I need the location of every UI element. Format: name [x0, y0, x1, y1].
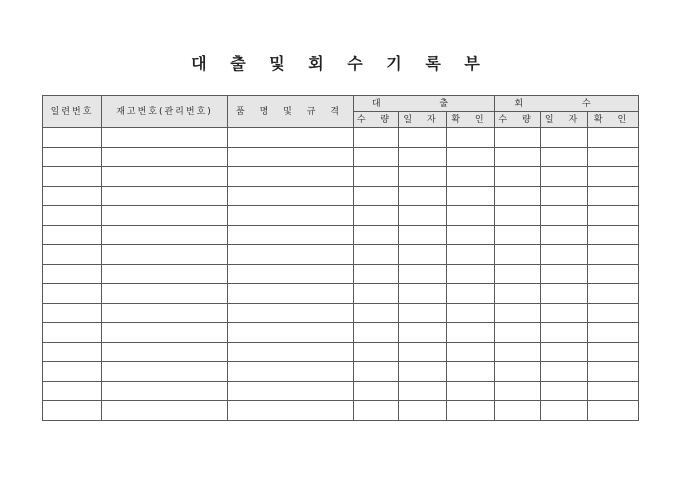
serial-cell[interactable] [43, 245, 102, 265]
item-cell[interactable] [228, 401, 354, 421]
recovery-confirm-cell[interactable] [588, 128, 639, 148]
recovery-quantity-cell[interactable] [495, 167, 541, 187]
serial-cell[interactable] [43, 362, 102, 382]
item-cell[interactable] [228, 147, 354, 167]
header-loan-quantity: 수 량 [354, 112, 399, 128]
loan-date-cell[interactable] [399, 264, 447, 284]
loan-quantity-cell[interactable] [354, 206, 399, 226]
loan-quantity-cell[interactable] [354, 264, 399, 284]
loan-quantity-cell[interactable] [354, 147, 399, 167]
loan-quantity-cell[interactable] [354, 401, 399, 421]
recovery-date-cell[interactable] [541, 264, 588, 284]
loan-confirm-cell[interactable] [447, 342, 495, 362]
loan-quantity-cell[interactable] [354, 323, 399, 343]
inventory-cell[interactable] [102, 206, 228, 226]
loan-confirm-cell[interactable] [447, 225, 495, 245]
header-inventory-number: 재고번호(관리번호) [102, 96, 228, 128]
loan-date-cell[interactable] [399, 167, 447, 187]
recovery-date-cell[interactable] [541, 147, 588, 167]
item-cell[interactable] [228, 245, 354, 265]
header-loan: 대 출 [354, 96, 495, 112]
serial-cell[interactable] [43, 225, 102, 245]
loan-quantity-cell[interactable] [354, 225, 399, 245]
loan-confirm-cell[interactable] [447, 264, 495, 284]
loan-date-cell[interactable] [399, 284, 447, 304]
ledger-table [42, 95, 639, 421]
table-row [43, 284, 639, 304]
loan-quantity-cell[interactable] [354, 381, 399, 401]
recovery-date-cell[interactable] [541, 245, 588, 265]
item-cell[interactable] [228, 186, 354, 206]
item-cell[interactable] [228, 362, 354, 382]
inventory-cell[interactable] [102, 167, 228, 187]
loan-date-cell[interactable] [399, 362, 447, 382]
recovery-date-cell[interactable] [541, 284, 588, 304]
recovery-confirm-cell[interactable] [588, 225, 639, 245]
table-row [43, 401, 639, 421]
item-cell[interactable] [228, 128, 354, 148]
recovery-quantity-cell[interactable] [495, 401, 541, 421]
loan-confirm-cell[interactable] [447, 186, 495, 206]
recovery-date-cell[interactable] [541, 381, 588, 401]
recovery-quantity-cell[interactable] [495, 245, 541, 265]
recovery-confirm-cell[interactable] [588, 206, 639, 226]
recovery-confirm-cell[interactable] [588, 381, 639, 401]
recovery-date-cell[interactable] [541, 323, 588, 343]
item-cell[interactable] [228, 264, 354, 284]
loan-confirm-cell[interactable] [447, 303, 495, 323]
table-body [43, 128, 639, 421]
recovery-quantity-cell[interactable] [495, 186, 541, 206]
recovery-date-cell[interactable] [541, 167, 588, 187]
inventory-cell[interactable] [102, 128, 228, 148]
item-cell[interactable] [228, 323, 354, 343]
loan-confirm-cell[interactable] [447, 245, 495, 265]
recovery-quantity-cell[interactable] [495, 206, 541, 226]
loan-date-cell[interactable] [399, 342, 447, 362]
item-cell[interactable] [228, 284, 354, 304]
loan-date-cell[interactable] [399, 186, 447, 206]
recovery-quantity-cell[interactable] [495, 147, 541, 167]
table-row [43, 225, 639, 245]
recovery-quantity-cell[interactable] [495, 303, 541, 323]
loan-quantity-cell[interactable] [354, 128, 399, 148]
header-loan-confirm: 확 인 [447, 112, 495, 128]
recovery-quantity-cell[interactable] [495, 342, 541, 362]
recovery-quantity-cell[interactable] [495, 381, 541, 401]
recovery-quantity-cell[interactable] [495, 264, 541, 284]
recovery-date-cell[interactable] [541, 225, 588, 245]
loan-date-cell[interactable] [399, 401, 447, 421]
recovery-confirm-cell[interactable] [588, 186, 639, 206]
recovery-date-cell[interactable] [541, 303, 588, 323]
header-recovery: 회 수 [495, 96, 639, 112]
loan-confirm-cell[interactable] [447, 284, 495, 304]
inventory-cell[interactable] [102, 401, 228, 421]
loan-confirm-cell[interactable] [447, 206, 495, 226]
serial-cell[interactable] [43, 342, 102, 362]
loan-quantity-cell[interactable] [354, 284, 399, 304]
loan-date-cell[interactable] [399, 147, 447, 167]
serial-cell[interactable] [43, 167, 102, 187]
recovery-quantity-cell[interactable] [495, 225, 541, 245]
serial-cell[interactable] [43, 128, 102, 148]
loan-date-cell[interactable] [399, 206, 447, 226]
serial-cell[interactable] [43, 147, 102, 167]
item-cell[interactable] [228, 225, 354, 245]
loan-date-cell[interactable] [399, 245, 447, 265]
loan-confirm-cell[interactable] [447, 362, 495, 382]
loan-quantity-cell[interactable] [354, 167, 399, 187]
table-header [43, 96, 639, 128]
inventory-cell[interactable] [102, 225, 228, 245]
loan-confirm-cell[interactable] [447, 381, 495, 401]
item-cell[interactable] [228, 206, 354, 226]
recovery-confirm-cell[interactable] [588, 284, 639, 304]
inventory-cell[interactable] [102, 342, 228, 362]
recovery-quantity-cell[interactable] [495, 128, 541, 148]
serial-cell[interactable] [43, 186, 102, 206]
loan-quantity-cell[interactable] [354, 303, 399, 323]
recovery-date-cell[interactable] [541, 128, 588, 148]
header-row-top [43, 96, 639, 112]
recovery-quantity-cell[interactable] [495, 323, 541, 343]
inventory-cell[interactable] [102, 186, 228, 206]
header-recovery-confirm: 확 인 [588, 112, 639, 128]
inventory-cell[interactable] [102, 284, 228, 304]
page-title: 대 출 및 회 수 기 록 부 [191, 54, 489, 73]
inventory-cell[interactable] [102, 303, 228, 323]
recovery-confirm-cell[interactable] [588, 323, 639, 343]
loan-confirm-cell[interactable] [447, 128, 495, 148]
table-row [43, 342, 639, 362]
loan-date-cell[interactable] [399, 303, 447, 323]
recovery-date-cell[interactable] [541, 362, 588, 382]
header-item-spec: 품 명 및 규 격 [228, 96, 354, 128]
table-row [43, 303, 639, 323]
table-row [43, 362, 639, 382]
recovery-confirm-cell[interactable] [588, 401, 639, 421]
serial-cell[interactable] [43, 303, 102, 323]
header-recovery-quantity: 수 량 [495, 112, 541, 128]
loan-date-cell[interactable] [399, 225, 447, 245]
inventory-cell[interactable] [102, 245, 228, 265]
table-row [43, 206, 639, 226]
table-row [43, 147, 639, 167]
loan-quantity-cell[interactable] [354, 342, 399, 362]
loan-quantity-cell[interactable] [354, 186, 399, 206]
recovery-confirm-cell[interactable] [588, 167, 639, 187]
loan-date-cell[interactable] [399, 128, 447, 148]
recovery-confirm-cell[interactable] [588, 264, 639, 284]
table-row [43, 245, 639, 265]
table-row [43, 323, 639, 343]
serial-cell[interactable] [43, 284, 102, 304]
recovery-confirm-cell[interactable] [588, 245, 639, 265]
header-serial-number: 일련번호 [43, 96, 102, 128]
loan-confirm-cell[interactable] [447, 401, 495, 421]
inventory-cell[interactable] [102, 264, 228, 284]
recovery-quantity-cell[interactable] [495, 284, 541, 304]
recovery-confirm-cell[interactable] [588, 362, 639, 382]
item-cell[interactable] [228, 303, 354, 323]
recovery-date-cell[interactable] [541, 342, 588, 362]
serial-cell[interactable] [43, 264, 102, 284]
item-cell[interactable] [228, 167, 354, 187]
recovery-date-cell[interactable] [541, 186, 588, 206]
inventory-cell[interactable] [102, 147, 228, 167]
recovery-confirm-cell[interactable] [588, 342, 639, 362]
loan-date-cell[interactable] [399, 381, 447, 401]
serial-cell[interactable] [43, 381, 102, 401]
inventory-cell[interactable] [102, 381, 228, 401]
loan-quantity-cell[interactable] [354, 362, 399, 382]
table-row [43, 381, 639, 401]
recovery-confirm-cell[interactable] [588, 303, 639, 323]
table-row [43, 128, 639, 148]
recovery-quantity-cell[interactable] [495, 362, 541, 382]
loan-quantity-cell[interactable] [354, 245, 399, 265]
loan-date-cell[interactable] [399, 323, 447, 343]
inventory-cell[interactable] [102, 323, 228, 343]
header-recovery-date: 일 자 [541, 112, 588, 128]
serial-cell[interactable] [43, 323, 102, 343]
table-row [43, 167, 639, 187]
loan-confirm-cell[interactable] [447, 147, 495, 167]
header-loan-date: 일 자 [399, 112, 447, 128]
recovery-confirm-cell[interactable] [588, 147, 639, 167]
inventory-cell[interactable] [102, 362, 228, 382]
recovery-date-cell[interactable] [541, 401, 588, 421]
item-cell[interactable] [228, 342, 354, 362]
loan-confirm-cell[interactable] [447, 167, 495, 187]
table-row [43, 264, 639, 284]
recovery-date-cell[interactable] [541, 206, 588, 226]
item-cell[interactable] [228, 381, 354, 401]
loan-confirm-cell[interactable] [447, 323, 495, 343]
serial-cell[interactable] [43, 206, 102, 226]
table-row [43, 186, 639, 206]
serial-cell[interactable] [43, 401, 102, 421]
